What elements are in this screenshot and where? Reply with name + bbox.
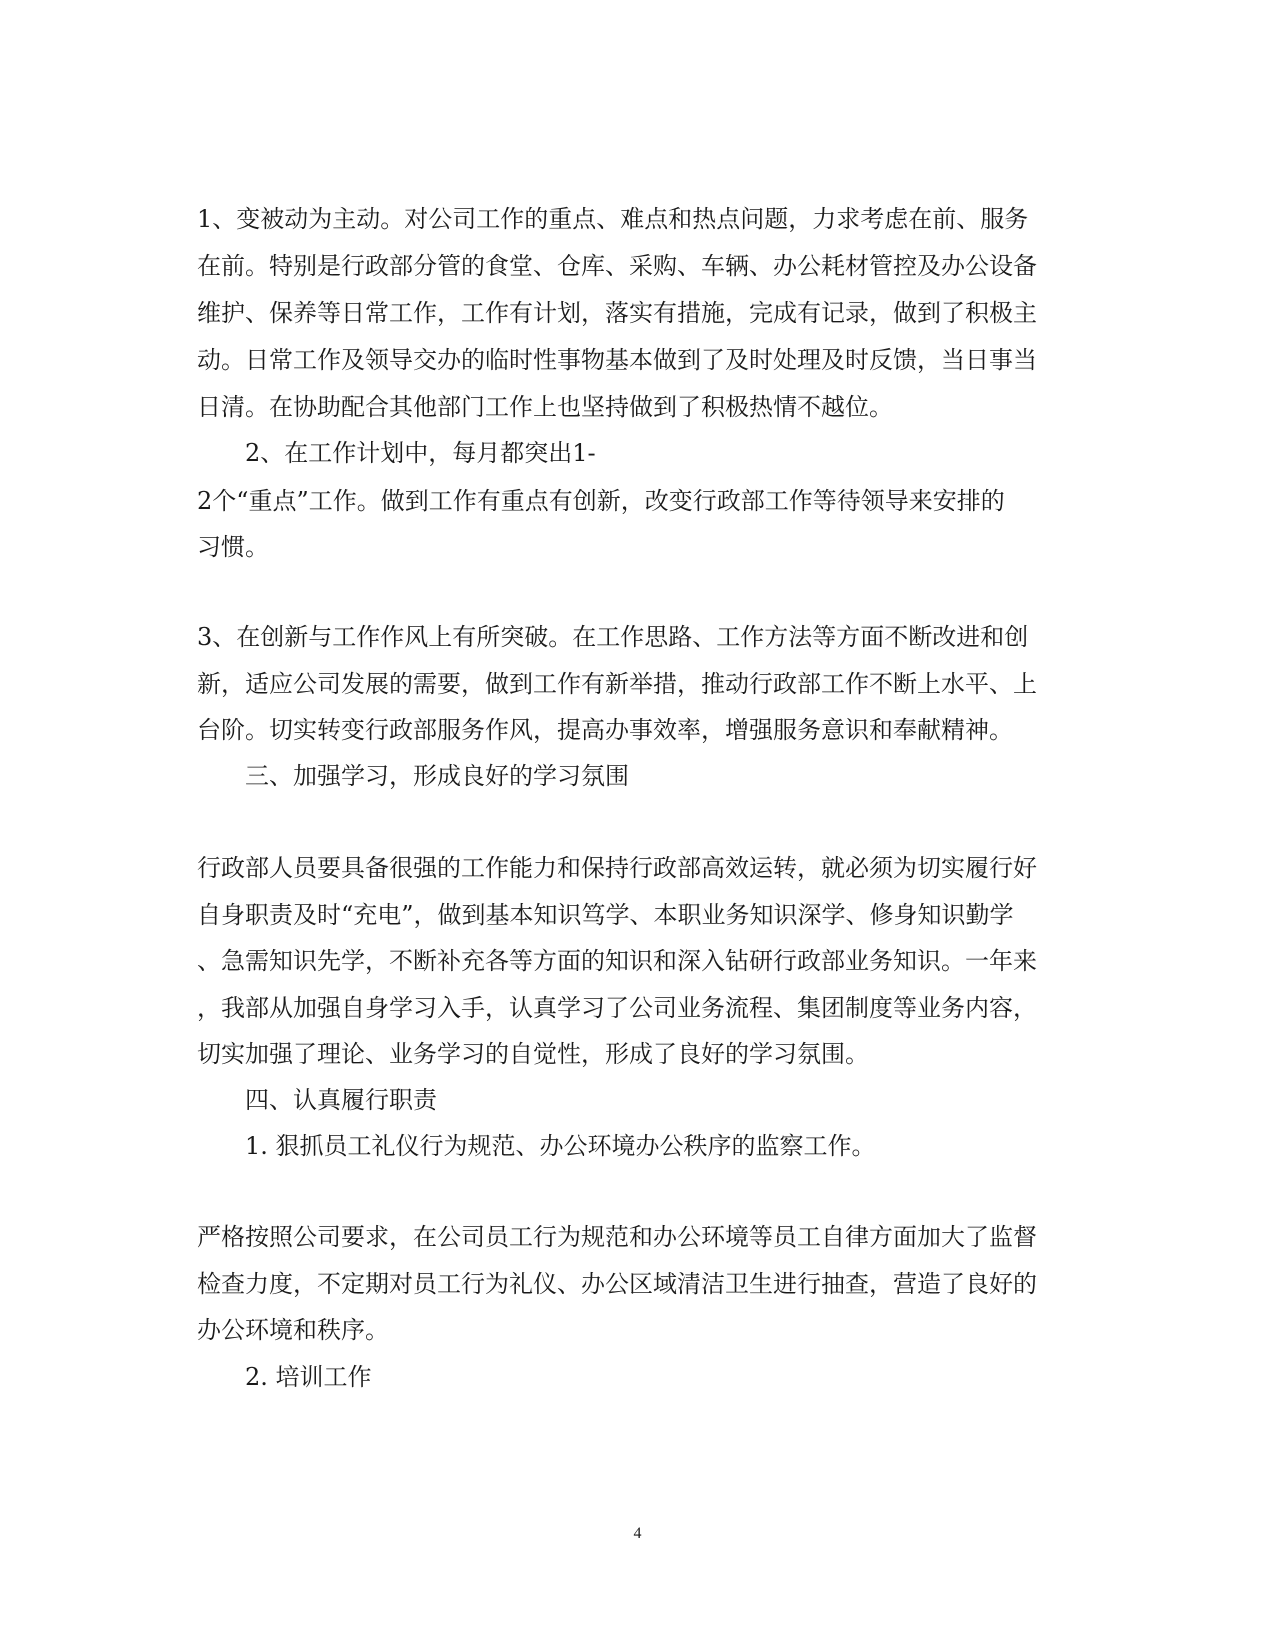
text-line: 3、在创新与工作作风上有所突破。在工作思路、工作方法等方面不断改进和创 (197, 623, 1029, 651)
text-line: 新，适应公司发展的需要，做到工作有新举措，推动行政部工作不断上水平、上 (197, 670, 1037, 698)
text-line: 切实加强了理论、业务学习的自觉性，形成了良好的学习氛围。 (197, 1040, 869, 1068)
section-heading: 三、加强学习，形成良好的学习氛围 (245, 762, 629, 790)
text-line: 动。日常工作及领导交办的临时性事物基本做到了及时处理及时反馈，当日事当 (197, 346, 1037, 374)
subsection-heading: 1. 狠抓员工礼仪行为规范、办公环境办公秩序的监察工作。 (245, 1132, 876, 1160)
section-heading: 四、认真履行职责 (245, 1086, 437, 1114)
text-line: 检查力度，不定期对员工行为礼仪、办公区域清洁卫生进行抽查，营造了良好的 (197, 1270, 1037, 1298)
text-line: 自身职责及时“充电”，做到基本知识笃学、本职业务知识深学、修身知识勤学 (197, 901, 1014, 929)
text-line: 严格按照公司要求，在公司员工行为规范和办公环境等员工自律方面加大了监督 (197, 1223, 1037, 1251)
page-number: 4 (633, 1525, 642, 1542)
text-line: 在前。特别是行政部分管的食堂、仓库、采购、车辆、办公耗材管控及办公设备 (197, 252, 1037, 280)
text-line: 2、在工作计划中，每月都突出1- (245, 439, 596, 467)
subsection-heading: 2. 培训工作 (245, 1363, 372, 1391)
text-line: 台阶。切实转变行政部服务作风，提高办事效率，增强服务意识和奉献精神。 (197, 716, 1013, 744)
text-line: 2个“重点”工作。做到工作有重点有创新，改变行政部工作等待领导来安排的 (197, 487, 1005, 515)
text-line: 习惯。 (197, 533, 269, 561)
text-line: 维护、保养等日常工作，工作有计划，落实有措施，完成有记录，做到了积极主 (197, 299, 1037, 327)
text-line: 1、变被动为主动。对公司工作的重点、难点和热点问题，力求考虑在前、服务 (197, 205, 1029, 233)
text-line: 行政部人员要具备很强的工作能力和保持行政部高效运转，就必须为切实履行好 (197, 854, 1037, 882)
text-line: 办公环境和秩序。 (197, 1316, 389, 1344)
text-line: ，我部从加强自身学习入手，认真学习了公司业务流程、集团制度等业务内容， (197, 994, 1037, 1022)
text-line: 日清。在协助配合其他部门工作上也坚持做到了积极热情不越位。 (197, 393, 893, 421)
text-line: 、急需知识先学，不断补充各等方面的知识和深入钻研行政部业务知识。一年来 (197, 947, 1037, 975)
